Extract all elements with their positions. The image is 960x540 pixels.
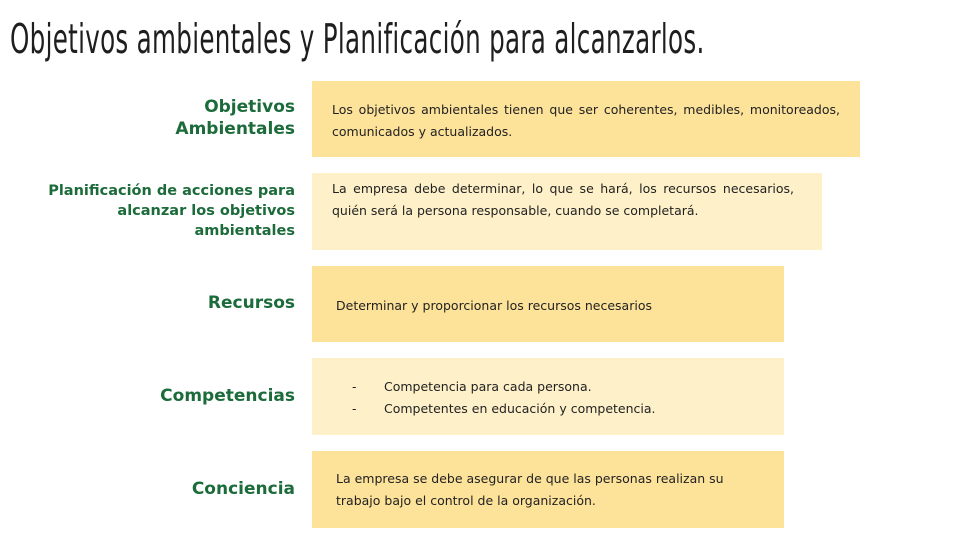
box-competencias	[312, 358, 784, 435]
label-recursos: Recursos	[207, 293, 295, 313]
box-objetivos-ambientales	[312, 81, 860, 157]
box-conciencia	[312, 451, 784, 528]
label-conciencia: Conciencia	[191, 479, 295, 499]
box-recursos	[312, 266, 784, 342]
text-objetivos-ambientales: Los objetivos ambientales tienen que ser coherentes, medibles, monitoreados, comunicados y actualizados.	[332, 102, 840, 139]
bullet-marker: -	[352, 401, 357, 416]
bullet-text: Competencia para cada persona.	[384, 379, 592, 394]
box-planificacion	[312, 173, 822, 250]
bullet-item	[340, 398, 760, 420]
text-recursos: Determinar y proporcionar los recursos necesarios	[336, 298, 652, 313]
label-competencias: Competencias	[160, 386, 295, 406]
bullet-item	[340, 376, 760, 398]
text-planificacion: La empresa debe determinar, lo que se hará, los recursos necesarios, quién será la persona responsable, cuando se completará.	[332, 181, 794, 218]
bullet-text: Competentes en educación y competencia.	[384, 401, 656, 416]
label-planificacion: Planificación de acciones para alcanzar los objetivos ambientales	[48, 183, 295, 239]
slide-title: Objetivos ambientales y Planificación para alcanzarlos.	[10, 15, 705, 63]
bullet-marker: -	[352, 379, 357, 394]
text-conciencia: La empresa se debe asegurar de que las personas realizan su trabajo bajo el control de la organización.	[336, 471, 724, 508]
label-objetivos-ambientales: Objetivos Ambientales	[175, 97, 295, 139]
